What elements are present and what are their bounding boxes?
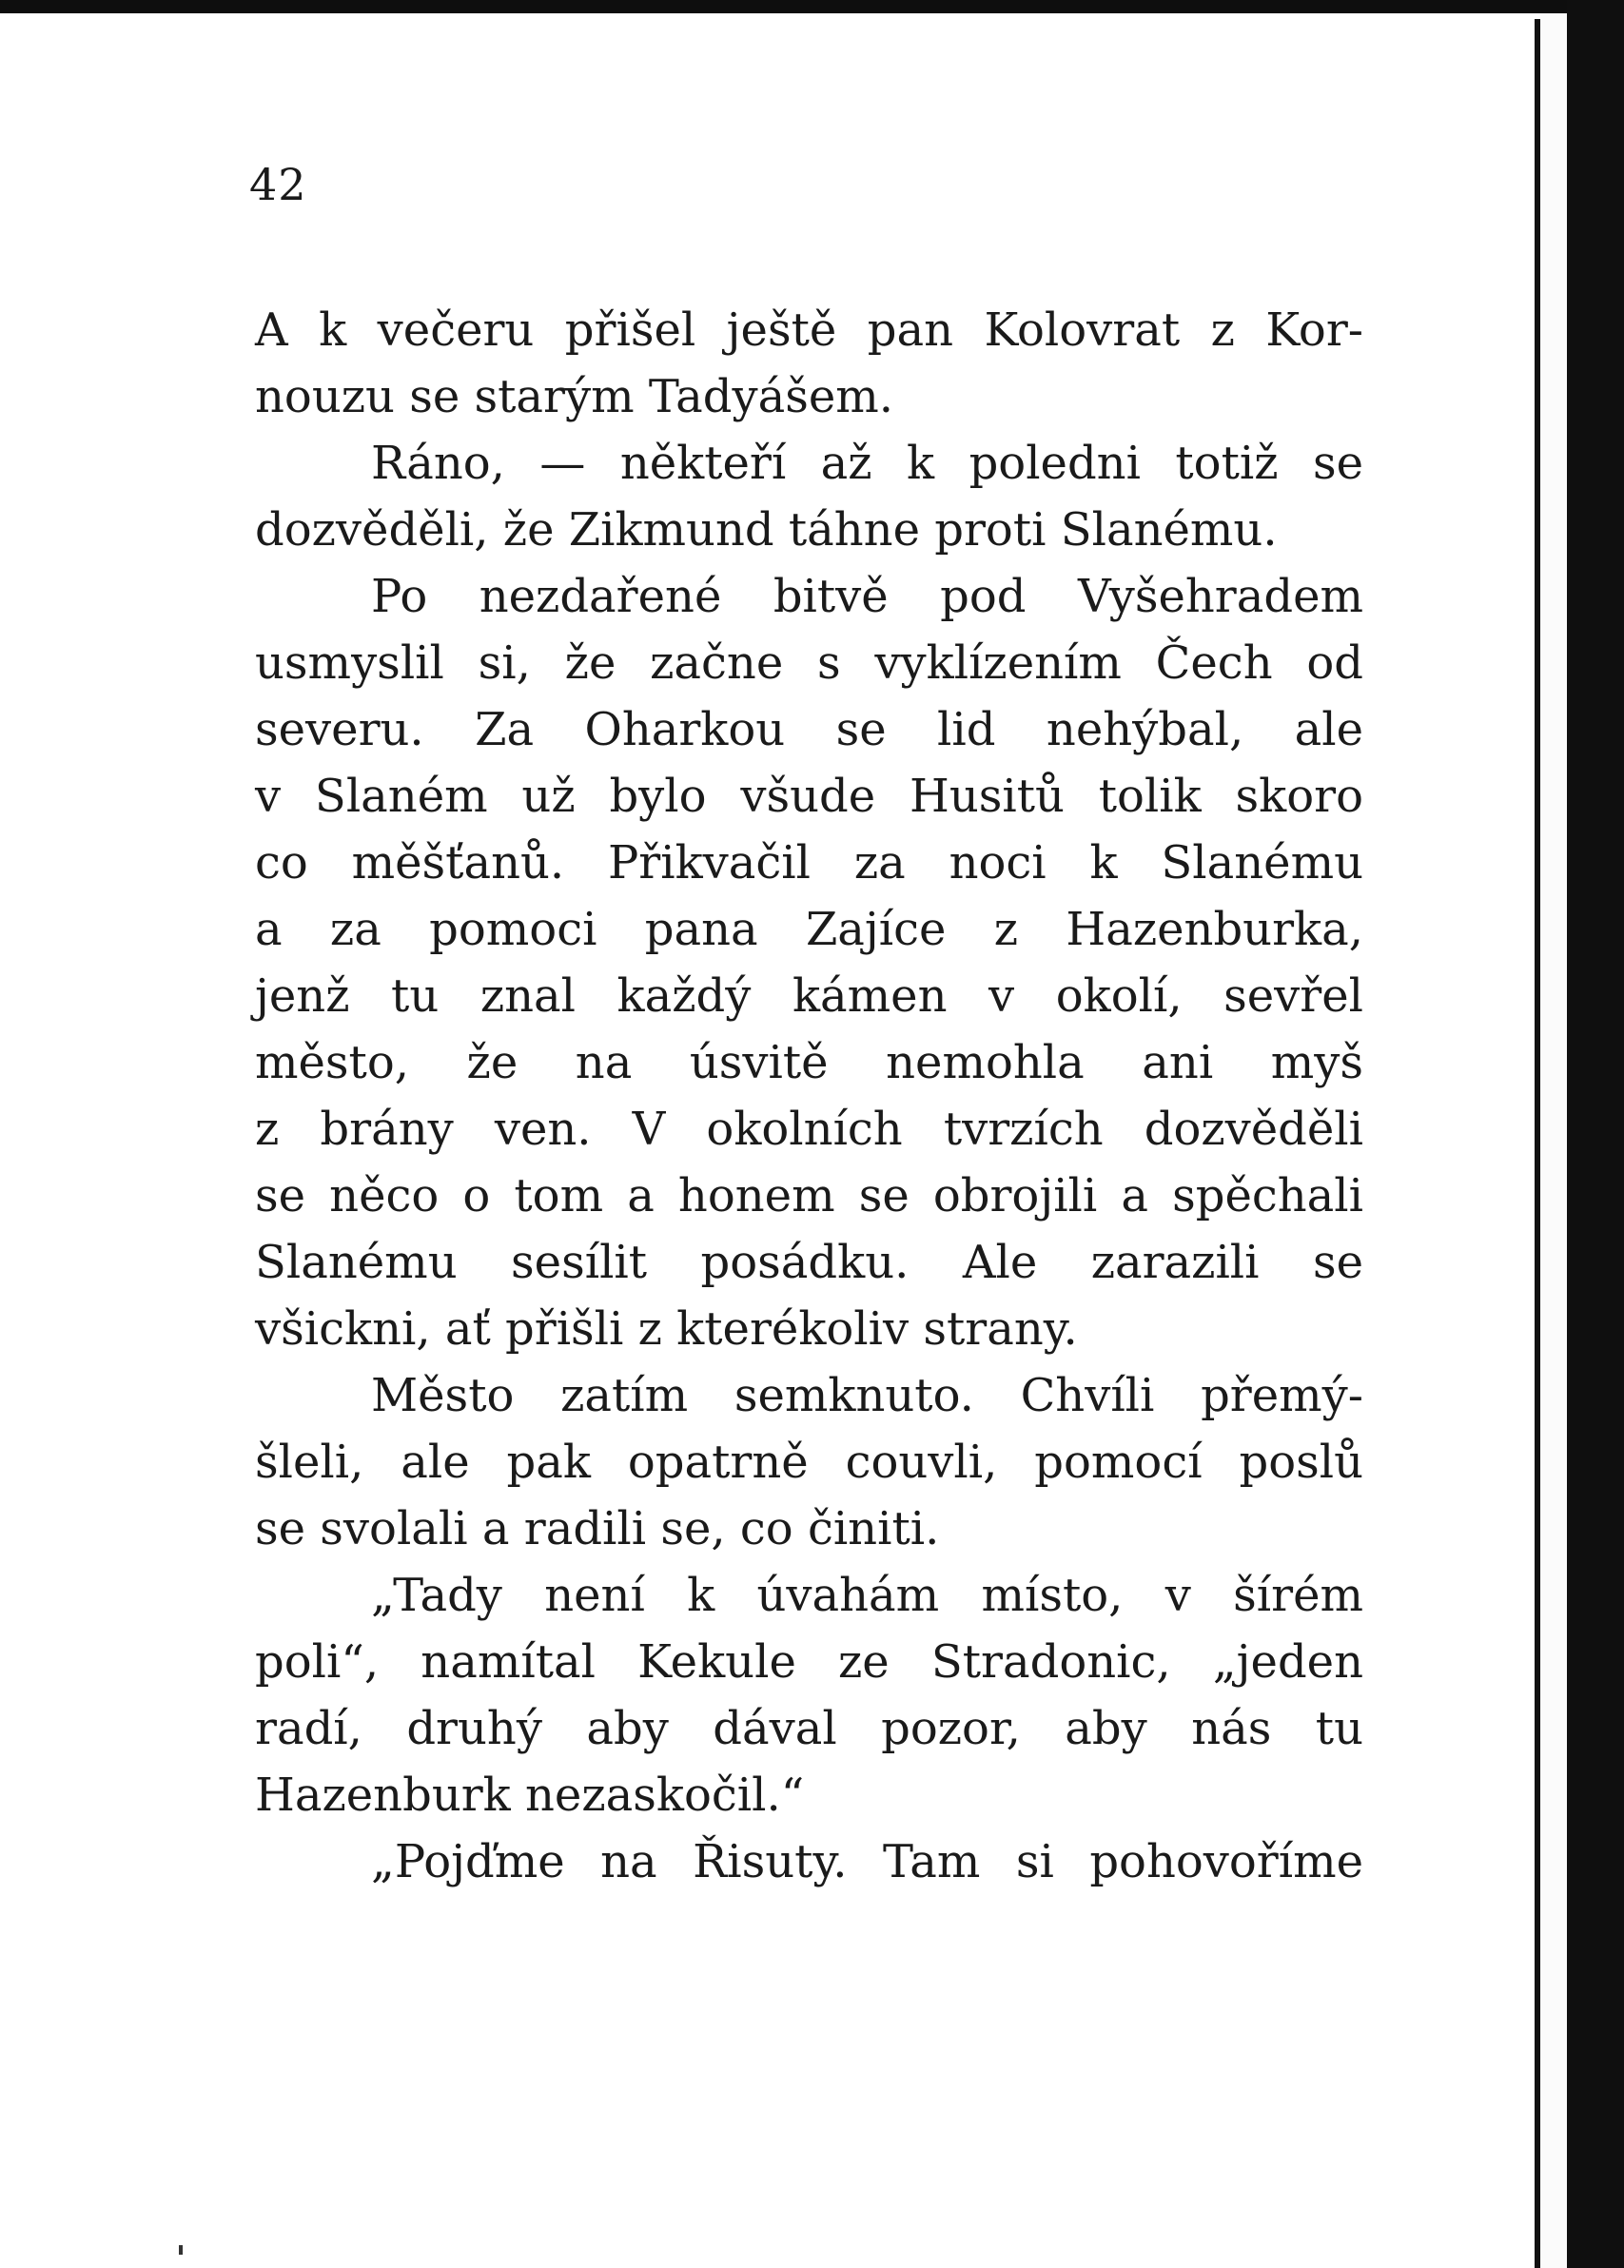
text-line: z brány ven. V okolních tvrzích dozvěděli [255, 1103, 1363, 1156]
text-line: „Pojďme na Řisuty. Tam si pohovoříme [371, 1835, 1363, 1888]
page-number: 42 [249, 159, 307, 210]
text-line: Hazenburk nezaskočil.“ [255, 1769, 805, 1822]
text-line: se svolali a radili se, co činiti. [255, 1502, 940, 1555]
text-line: A k večeru přišel ještě pan Kolovrat z Kor- [255, 303, 1363, 357]
scan-right-edge [1567, 0, 1624, 2268]
text-line: usmyslil si, že začne s vyklízením Čech od [255, 636, 1363, 690]
text-line: nouzu se starým Tadyášem. [255, 370, 894, 423]
text-line: radí, druhý aby dával pozor, aby nás tu [255, 1702, 1363, 1755]
text-line: se něco o tom a honem se obrojili a spěchali [255, 1169, 1363, 1222]
text-line: v Slaném už bylo všude Husitů tolik skoro [255, 770, 1363, 823]
text-line: Město zatím semknuto. Chvíli přemý- [371, 1369, 1363, 1422]
text-line: severu. Za Oharkou se lid nehýbal, ale [255, 703, 1363, 756]
body-text [255, 297, 1363, 1895]
scan-top-edge [0, 0, 1624, 13]
text-line: „Tady není k úvahám místo, v šírém [371, 1569, 1363, 1622]
text-line: Po nezdařené bitvě pod Vyšehradem [371, 570, 1363, 623]
text-line: jenž tu znal každý kámen v okolí, sevřel [255, 969, 1363, 1023]
text-line: Slanému sesílit posádku. Ale zarazili se [255, 1236, 1363, 1289]
text-line: co měšťanů. Přikvačil za noci k Slanému [255, 836, 1363, 890]
text-line: Ráno, — někteří až k poledni totiž se [371, 437, 1363, 490]
text-line: poli“, namítal Kekule ze Stradonic, „jeden [255, 1635, 1363, 1689]
scan-right-rule [1535, 19, 1540, 2268]
scan-speck [179, 2245, 183, 2255]
text-line: město, že na úsvitě nemohla ani myš [255, 1036, 1363, 1089]
text-line: všickni, ať přišli z kterékoliv strany. [255, 1302, 1078, 1356]
text-line: dozvěděli, že Zikmund táhne proti Slanému. [255, 503, 1278, 557]
text-line: šleli, ale pak opatrně couvli, pomocí poslů [255, 1436, 1363, 1489]
scan-right-gap [1540, 13, 1567, 2268]
text-line: a za pomoci pana Zajíce z Hazenburka, [255, 903, 1363, 956]
